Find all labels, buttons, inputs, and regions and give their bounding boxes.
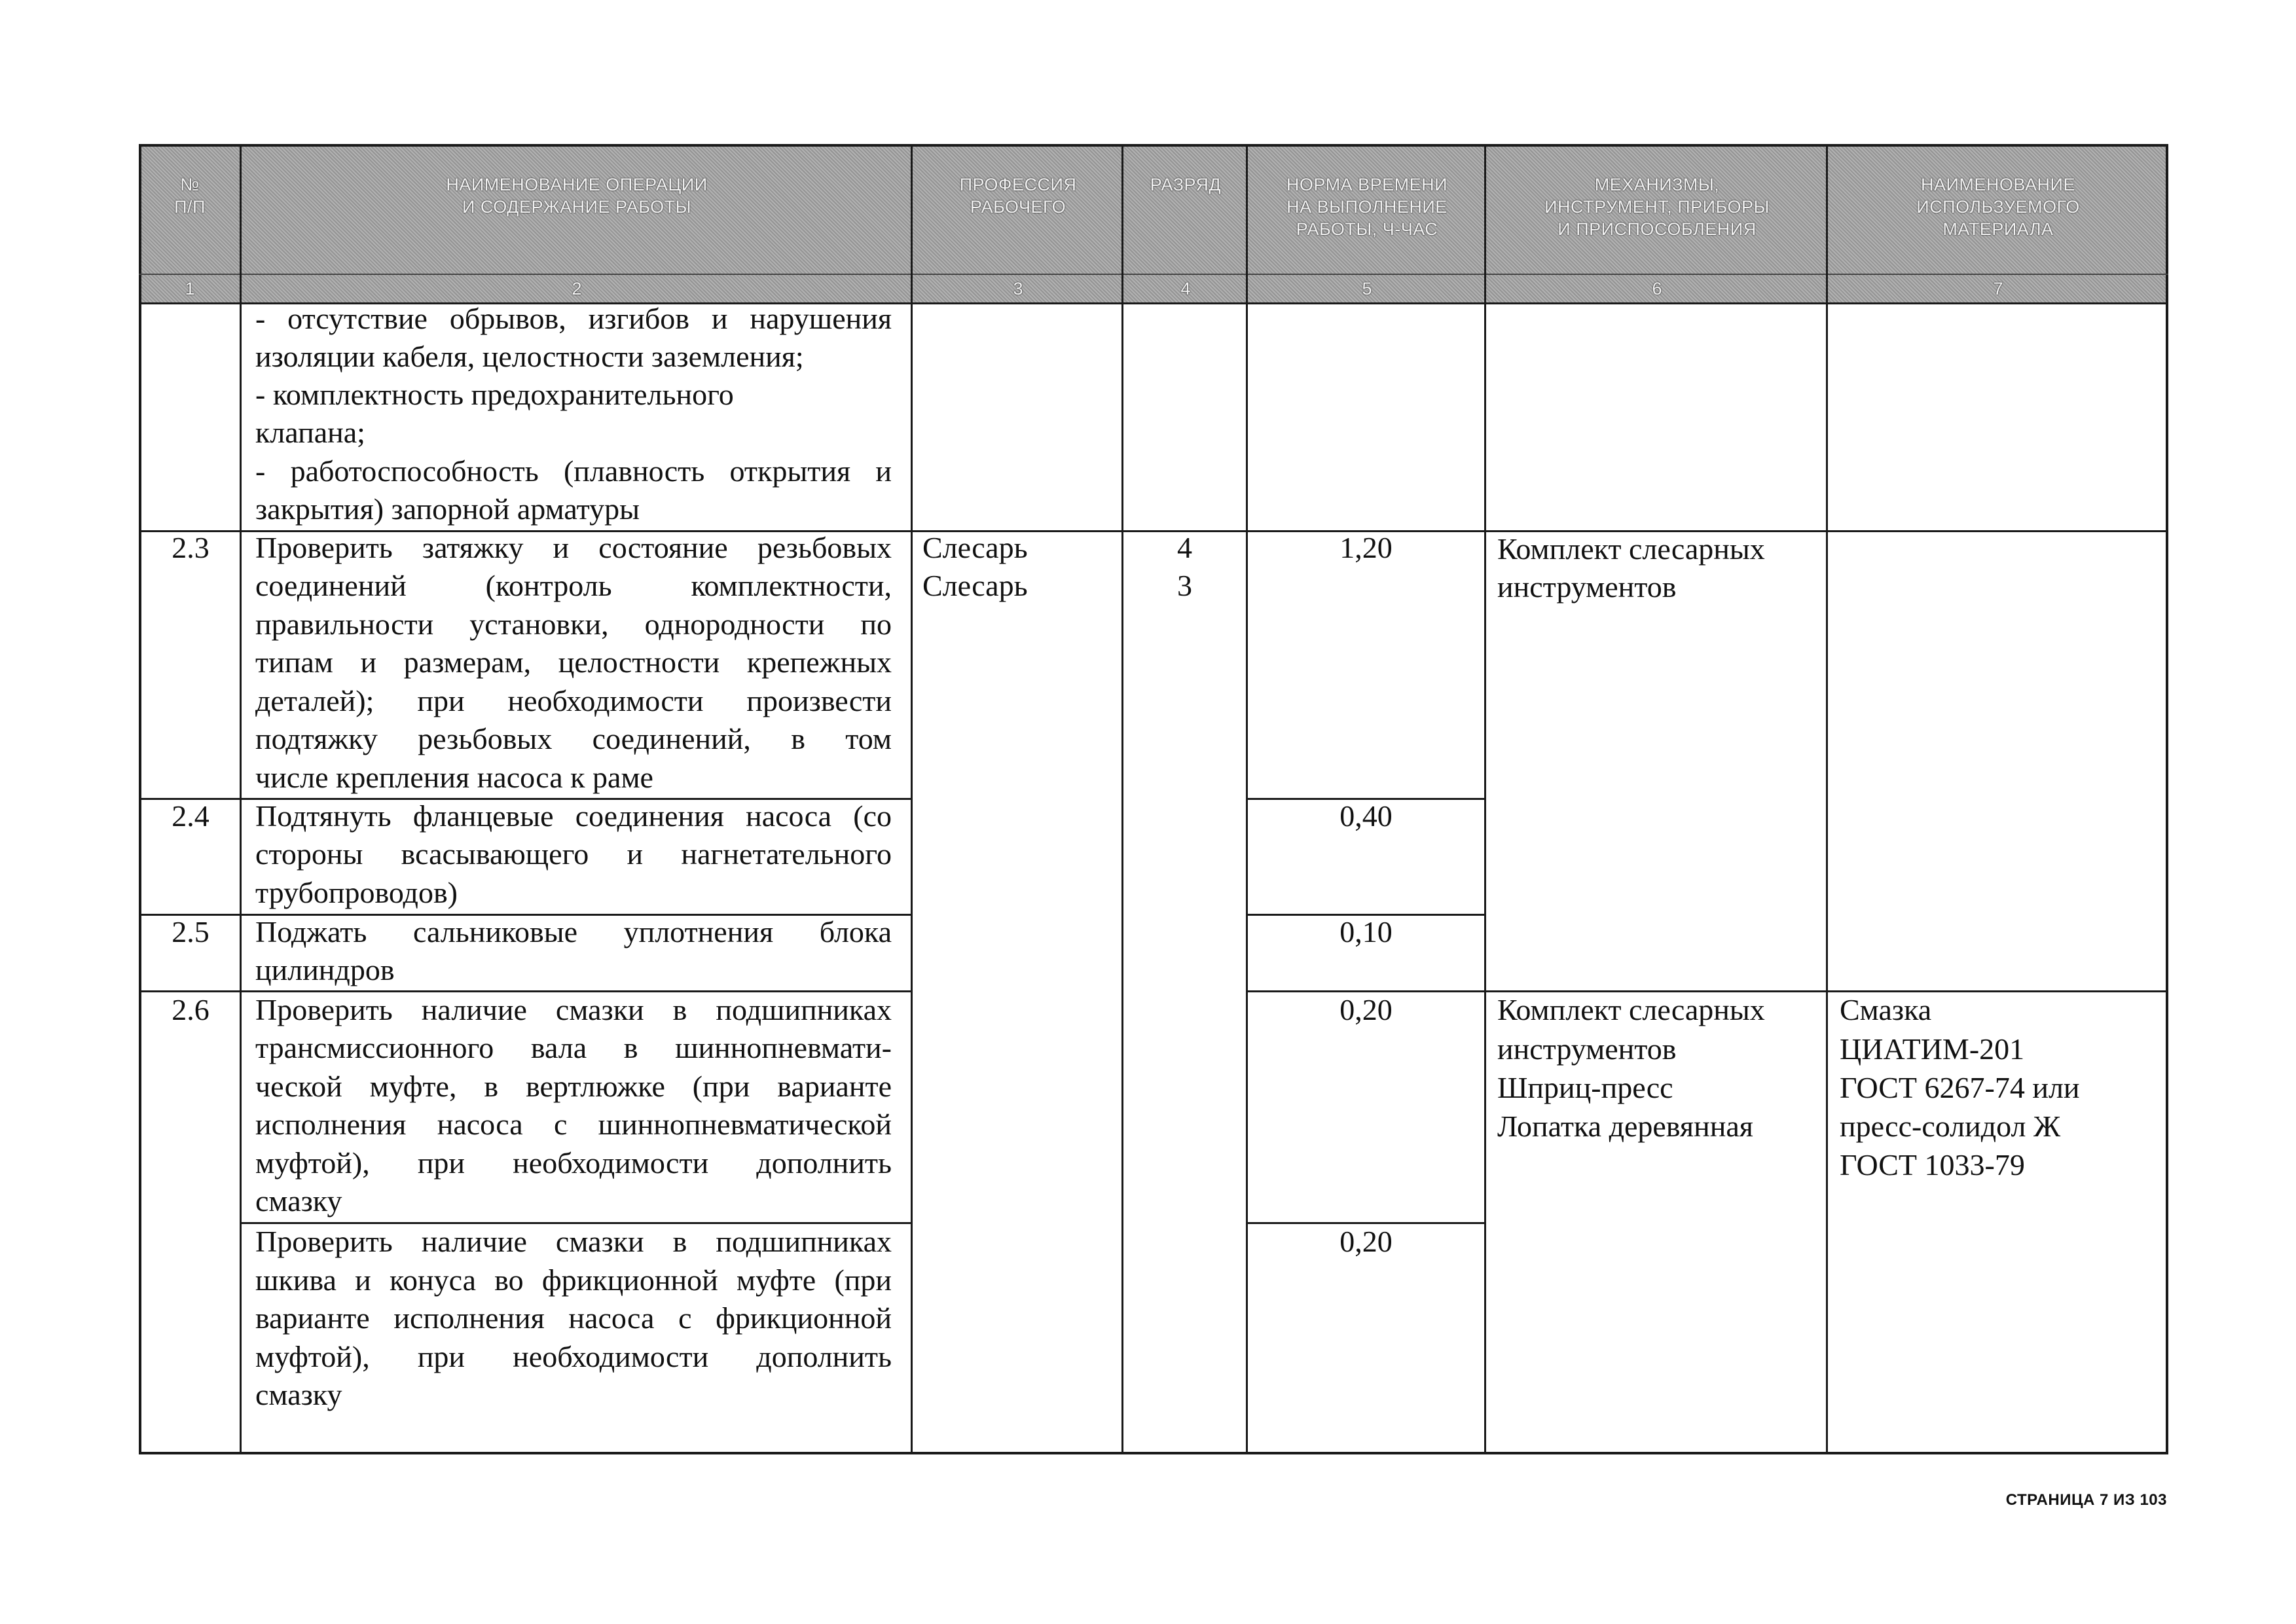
row-cont-line-1: - отсутствие обрывов, изгибов и нарушения bbox=[255, 302, 892, 335]
row-2-4-time: 0,40 bbox=[1339, 799, 1393, 833]
header-num-5: 5 bbox=[1362, 279, 1372, 298]
row-2-3-id: 2.3 bbox=[172, 531, 210, 564]
row-2-6-line-5: муфтой), при необходимости дополнить bbox=[255, 1146, 892, 1180]
header-col-2: НАИМЕНОВАНИЕ ОПЕРАЦИИ И СОДЕРЖАНИЕ РАБОТЫ bbox=[446, 175, 708, 217]
row-2-5-line-1: Поджать сальниковые уплотнения блока bbox=[255, 915, 892, 948]
row-2-3-line-4: типам и размерам, целостности крепежных bbox=[255, 645, 892, 679]
row-2-3-line-2: соединений (контроль комплектности, bbox=[255, 569, 892, 602]
row-2-6-time: 0,20 bbox=[1339, 993, 1393, 1026]
row-2-3-grade-2: 3 bbox=[1177, 569, 1192, 602]
row-2-5-id: 2.5 bbox=[172, 915, 210, 948]
row-2-5-line-2: цилиндров bbox=[255, 953, 395, 986]
row-2-5-time: 0,10 bbox=[1339, 915, 1393, 948]
row-2-4-line-3: трубопроводов) bbox=[255, 876, 458, 909]
row-2-4-id: 2.4 bbox=[172, 799, 210, 833]
row-cont-line-3: - комплектность предохранительного bbox=[255, 378, 734, 411]
row-cont-line-6: закрытия) запорной арматуры bbox=[255, 492, 640, 526]
header-num-4: 4 bbox=[1180, 279, 1191, 298]
row-2-6b-line-3: варианте исполнения насоса с фрикционной bbox=[255, 1301, 892, 1335]
table-border-bottom bbox=[139, 1452, 2168, 1454]
table-border-top bbox=[139, 144, 2168, 147]
header-col-5: НОРМА ВРЕМЕНИ НА ВЫПОЛНЕНИЕ РАБОТЫ, Ч-ЧАС bbox=[1286, 175, 1448, 239]
row-cont-line-5: - работоспособность (плавность открытия и bbox=[255, 454, 892, 488]
row-2-6b-time: 0,20 bbox=[1339, 1225, 1393, 1258]
row-2-6b-line-4: муфтой), при необходимости дополнить bbox=[255, 1340, 892, 1373]
row-2-3-line-3: правильности установки, однородности по bbox=[255, 607, 892, 641]
row-2-4-line-2: стороны всасывающего и нагнетательного bbox=[255, 837, 892, 871]
table-border-right bbox=[2166, 144, 2168, 1454]
row-2-6b-line-1: Проверить наличие смазки в подшипниках bbox=[255, 1225, 892, 1258]
row-2-6-material-2: ЦИАТИМ-201 bbox=[1840, 1032, 2025, 1066]
row-cont-line-2: изоляции кабеля, целостности заземления; bbox=[255, 340, 804, 373]
row-2-3-line-1: Проверить затяжку и состояние резьбовых bbox=[255, 531, 892, 564]
col-line-6 bbox=[1826, 144, 1828, 1454]
row-2-3-time: 1,20 bbox=[1339, 531, 1393, 564]
row-2-6-tools-4: Лопатка деревянная bbox=[1497, 1110, 1753, 1143]
row-2-4-line-1: Подтянуть фланцевые соединения насоса (со bbox=[255, 799, 892, 833]
row-2-6-material-4: пресс-солидол Ж bbox=[1840, 1110, 2061, 1143]
row-2-6-material-5: ГОСТ 1033-79 bbox=[1840, 1148, 2025, 1182]
col-line-3 bbox=[1121, 144, 1123, 1454]
row-2-3-line-7: числе крепления насоса к раме bbox=[255, 761, 653, 794]
row-2-3-tools-1: Комплект слесарных bbox=[1497, 532, 1765, 566]
row-2-3-grade-1: 4 bbox=[1177, 531, 1192, 564]
header-num-2: 2 bbox=[572, 279, 582, 298]
header-col-7: НАИМЕНОВАНИЕ ИСПОЛЬЗУЕМОГО МАТЕРИАЛА bbox=[1916, 175, 2080, 239]
row-2-6-line-1: Проверить наличие смазки в подшипниках bbox=[255, 993, 892, 1026]
row-2-6-line-3: ческой муфте, в вертлюжке (при варианте bbox=[255, 1070, 892, 1103]
row-2-6-tools-1: Комплект слесарных bbox=[1497, 993, 1765, 1026]
row-2-6-line-2: трансмиссионного вала в шиннопневмати- bbox=[255, 1031, 892, 1064]
header-num-7: 7 bbox=[1993, 279, 2003, 298]
row-2-6-tools-3: Шприц-пресс bbox=[1497, 1071, 1673, 1104]
header-num-6: 6 bbox=[1652, 279, 1662, 298]
header-col-4: РАЗРЯД bbox=[1150, 175, 1222, 194]
header-col-1: № П/П bbox=[174, 175, 206, 217]
header-num-1: 1 bbox=[185, 279, 195, 298]
header-col-3: ПРОФЕССИЯ РАБОЧЕГО bbox=[959, 175, 1077, 217]
row-2-6-id: 2.6 bbox=[172, 993, 210, 1026]
header-col-6: МЕХАНИЗМЫ, ИНСТРУМЕНТ, ПРИБОРЫ И ПРИСПОСОБЛЕНИЯ bbox=[1544, 175, 1770, 239]
row-2-3-profession-2: Слесарь bbox=[922, 569, 1028, 602]
row-cont-line-4: клапана; bbox=[255, 416, 365, 449]
page-number: СТРАНИЦА 7 ИЗ 103 bbox=[2005, 1491, 2167, 1509]
row-2-3-profession-1: Слесарь bbox=[922, 531, 1028, 564]
header-num-3: 3 bbox=[1013, 279, 1023, 298]
row-2-3-line-6: подтяжку резьбовых соединений, в том bbox=[255, 722, 892, 755]
row-2-6-tools-2: инструментов bbox=[1497, 1032, 1677, 1066]
row-2-6-material-3: ГОСТ 6267-74 или bbox=[1840, 1071, 2080, 1104]
row-2-3-line-5: деталей); при необходимости произвести bbox=[255, 684, 892, 717]
row-2-6b-line-2: шкива и конуса во фрикционной муфте (при bbox=[255, 1263, 892, 1297]
row-2-6-material-1: Смазка bbox=[1840, 993, 1932, 1026]
row-2-3-tools-2: инструментов bbox=[1497, 570, 1677, 604]
row-2-6b-line-5: смазку bbox=[255, 1378, 342, 1411]
header-divider-numbers bbox=[139, 274, 2168, 275]
row-2-6-line-6: смазку bbox=[255, 1184, 342, 1218]
row-2-6-line-4: исполнения насоса с шиннопневматической bbox=[255, 1108, 892, 1141]
